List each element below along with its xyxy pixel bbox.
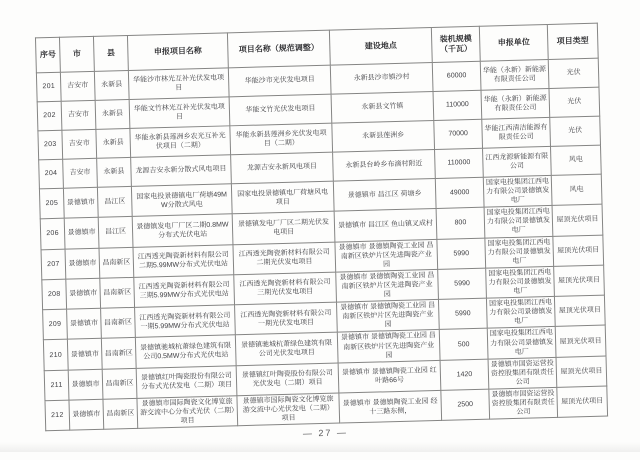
cell-project-type: 光伏 <box>549 87 600 117</box>
cell-location: 景德镇市 景德镇陶瓷工业园 昌南新区铁炉片区先进陶瓷产业园 <box>335 239 438 272</box>
cell-declaring-unit: 国家电投集团江西电力有限公司景德镇发电厂 <box>486 297 555 329</box>
cell-project-type: 风电 <box>550 145 601 175</box>
cell-project-type: 屋顶光伏项目 <box>556 356 607 388</box>
cell-project-type: 光伏 <box>550 116 601 146</box>
cell-declared-name: 景德镇发电厂厂区二期0.8MW分布式光伏电站 <box>132 214 233 247</box>
cell-declared-name: 景德镇市国际陶瓷文化博览旅游交流中心分布式光伏（二期）项目 <box>137 396 238 429</box>
cell-declared-name: 景德镇红叶陶瓷股份有限公司分布式光伏发电（二期）项目 <box>136 365 237 398</box>
cell-city: 景德镇市 <box>67 339 102 370</box>
cell-project-type: 光伏 <box>548 58 599 88</box>
cell-seq: 208 <box>42 279 67 310</box>
cell-declared-name: 国家电投景德镇电厂荷塘49MW分散式风电 <box>131 184 232 217</box>
cell-county: 昌江区 <box>98 217 133 248</box>
cell-city: 景德镇市 <box>67 308 102 339</box>
cell-declaring-unit: 景德镇市国资运营投资控股集团有限责任公司 <box>488 357 557 389</box>
cell-declaring-unit: 华能江西清洁能源有限责任公司 <box>482 117 551 148</box>
table-body <box>36 58 607 431</box>
cell-adjusted-name: 江西透光陶瓷新材料有限公司三期光伏发电项目 <box>234 272 337 305</box>
cell-county: 昌南新区 <box>100 277 135 308</box>
cell-declared-name: 华能永新县莲洲乡农光互补光伏项目（二期） <box>130 126 231 158</box>
cell-declaring-unit: 江西龙源新能源有限公司 <box>483 146 552 177</box>
cell-capacity-kw: 5990 <box>437 238 486 270</box>
cell-declared-name: 华能沙市林光互补光伏发电项目 <box>128 68 229 100</box>
cell-declaring-unit: 国家电投集团江西电力有限公司景德镇发电厂 <box>487 327 556 359</box>
cell-location: 景德镇市 景德镇陶瓷工业园 经十三路东侧， <box>339 390 442 423</box>
cell-capacity-kw: 5990 <box>438 268 487 300</box>
cell-location: 景德镇市 昌江区 鱼山镇叉成村 <box>334 209 437 242</box>
column-header-location: 建设地点 <box>329 28 432 66</box>
page-number: — 27 — <box>302 427 349 439</box>
cell-project-type: 屋顶光伏项目 <box>554 265 605 297</box>
cell-adjusted-name: 国家电投景德镇电厂荷塘风电项目 <box>231 181 334 214</box>
cell-location: 景德镇市 景德镇陶瓷工业园 红叶路66号 <box>338 360 441 393</box>
cell-city: 吉安市 <box>61 100 96 130</box>
cell-county: 昌南新区 <box>101 308 136 339</box>
cell-declared-name: 华能文竹林光互补光伏发电项目 <box>129 97 230 129</box>
cell-project-type: 屋顶光伏项目 <box>553 235 604 267</box>
cell-declared-name: 江西透光陶瓷新材料有限公司一期5.99MW分布式光伏电站 <box>135 305 236 338</box>
column-header-project-type: 项目类型 <box>547 23 598 59</box>
cell-seq: 212 <box>45 400 70 431</box>
cell-seq: 203 <box>38 130 63 160</box>
cell-city: 景德镇市 <box>64 218 99 249</box>
cell-seq: 211 <box>44 370 69 401</box>
cell-city: 景德镇市 <box>63 187 98 218</box>
cell-capacity-kw: 70000 <box>434 119 483 149</box>
cell-project-type: 屋顶光伏项目 <box>552 204 603 236</box>
cell-declaring-unit: 国家电投集团江西电力有限公司景德镇发电厂 <box>485 236 554 268</box>
column-header-declaring-unit: 申报单位 <box>479 24 548 61</box>
cell-adjusted-name: 景德镇市国际陶瓷文化博览旅游交流中心光伏发电（二期）项目 <box>237 393 340 426</box>
cell-seq: 209 <box>43 309 68 340</box>
column-header-city: 市 <box>59 36 94 72</box>
cell-seq: 201 <box>36 72 61 102</box>
cell-county: 昌南新区 <box>99 247 134 278</box>
cell-seq: 202 <box>37 101 62 131</box>
cell-location: 永新县莲洲乡 <box>332 120 435 152</box>
cell-capacity-kw: 49000 <box>435 177 484 209</box>
cell-city: 吉安市 <box>60 71 95 101</box>
cell-capacity-kw: 5990 <box>438 298 487 330</box>
cell-project-type: 屋顶光伏项目 <box>557 386 608 418</box>
cell-city: 景德镇市 <box>65 248 100 279</box>
cell-seq: 206 <box>40 218 65 249</box>
cell-adjusted-name: 华能文竹光伏发电项目 <box>229 94 332 126</box>
cell-declared-name: 龙源吉安永新分散式风电项目 <box>131 155 232 187</box>
cell-adjusted-name: 华能沙市光伏发电项目 <box>228 65 331 97</box>
cell-county: 永新县 <box>97 157 132 187</box>
cell-capacity-kw: 500 <box>439 329 488 361</box>
cell-declaring-unit: 华能（永新）新能源有限责任公司 <box>481 88 550 119</box>
cell-city: 景德镇市 <box>66 278 101 309</box>
cell-declaring-unit: 国家电投集团江西电力有限公司景德镇发电厂 <box>484 206 553 238</box>
cell-capacity-kw: 110000 <box>435 148 484 178</box>
cell-adjusted-name: 江西透光陶瓷新材料有限公司二期光伏发电项目 <box>233 242 336 275</box>
cell-location: 永新县台岭乡布滴村附近 <box>333 149 436 181</box>
column-header-adjusted-name: 项目名称（规范调整） <box>227 30 330 68</box>
cell-location: 景德镇市 昌江区 荷塘乡 <box>333 178 436 211</box>
cell-adjusted-name: 龙源吉安永新风电项目 <box>231 152 334 184</box>
cell-seq: 207 <box>41 249 66 280</box>
cell-seq: 204 <box>39 159 64 189</box>
cell-location: 景德镇市 景德镇陶瓷工业园 昌南新区铁炉片区先进陶瓷产业园 <box>336 269 439 302</box>
cell-city: 景德镇市 <box>69 399 104 430</box>
cell-county: 昌南新区 <box>102 368 137 399</box>
cell-declaring-unit: 国家电投集团江西电力有限公司景德镇发电厂 <box>483 175 552 207</box>
column-header-declared-name: 申报项目名称 <box>127 33 228 71</box>
cell-location: 景德镇市 景德镇陶瓷工业园 昌南新区铁炉片区先进陶瓷产业园 <box>337 330 440 363</box>
cell-project-type: 屋顶光伏项目 <box>554 295 605 327</box>
column-header-county: 县 <box>93 35 128 71</box>
cell-declared-name: 江西透光陶瓷新材料有限公司三期5.99MW分布式光伏电站 <box>134 275 235 308</box>
column-header-seq: 序号 <box>35 37 60 73</box>
cell-county: 昌南新区 <box>101 338 136 369</box>
cell-seq: 210 <box>43 340 68 371</box>
cell-adjusted-name: 江西透光陶瓷新材料有限公司一期光伏发电项目 <box>235 302 338 335</box>
cell-adjusted-name: 景德镇发电厂厂区二期光伏发电项目 <box>232 211 335 244</box>
column-header-capacity: 装机规模（千瓦） <box>431 26 480 62</box>
project-approval-table <box>35 23 608 432</box>
cell-adjusted-name: 华能永新县莲洲乡光伏发电项目（二期） <box>230 123 333 155</box>
cell-city: 吉安市 <box>63 158 98 188</box>
cell-county: 永新县 <box>95 99 130 129</box>
cell-declared-name: 景德镇驰城杭萧绿色建筑有限公司0.5MW分布式光伏电站 <box>135 335 236 368</box>
cell-county: 昌江区 <box>97 186 132 217</box>
cell-location: 永新县沙市镇沙村 <box>330 63 433 95</box>
cell-capacity-kw: 800 <box>436 207 485 239</box>
cell-adjusted-name: 景德镇驰城杭萧绿色建筑有限公司光伏发电项目 <box>235 332 338 365</box>
cell-capacity-kw: 110000 <box>433 90 482 120</box>
cell-capacity-kw: 60000 <box>432 61 481 91</box>
cell-project-type: 屋顶光伏项目 <box>555 325 606 357</box>
cell-project-type: 风电 <box>551 174 602 206</box>
cell-city: 景德镇市 <box>68 369 103 400</box>
cell-capacity-kw: 1420 <box>440 359 489 391</box>
cell-capacity-kw: 2500 <box>441 389 490 421</box>
cell-declared-name: 江西透光陶瓷新材料有限公司二期5.99MW分布式光伏电站 <box>133 244 234 277</box>
cell-declaring-unit: 国家电投集团江西电力有限公司景德镇发电厂 <box>486 266 555 298</box>
cell-adjusted-name: 景德镇红叶陶瓷股份有限公司光伏发电（二期）项目 <box>236 363 339 396</box>
cell-seq: 205 <box>39 188 64 219</box>
cell-declaring-unit: 景德镇市国资运营投资控股集团有限责任公司 <box>489 387 558 419</box>
cell-county: 永新县 <box>94 70 129 100</box>
cell-county: 永新县 <box>96 128 131 158</box>
cell-location: 永新县文竹镇 <box>331 91 434 123</box>
cell-location: 景德镇市 景德镇陶瓷工业园 昌南新区铁炉片区先进陶瓷产业园 <box>337 300 440 333</box>
cell-declaring-unit: 华能（永新）新能源有限责任公司 <box>480 59 549 90</box>
cell-county: 昌南新区 <box>103 398 138 429</box>
cell-city: 吉安市 <box>62 129 97 159</box>
